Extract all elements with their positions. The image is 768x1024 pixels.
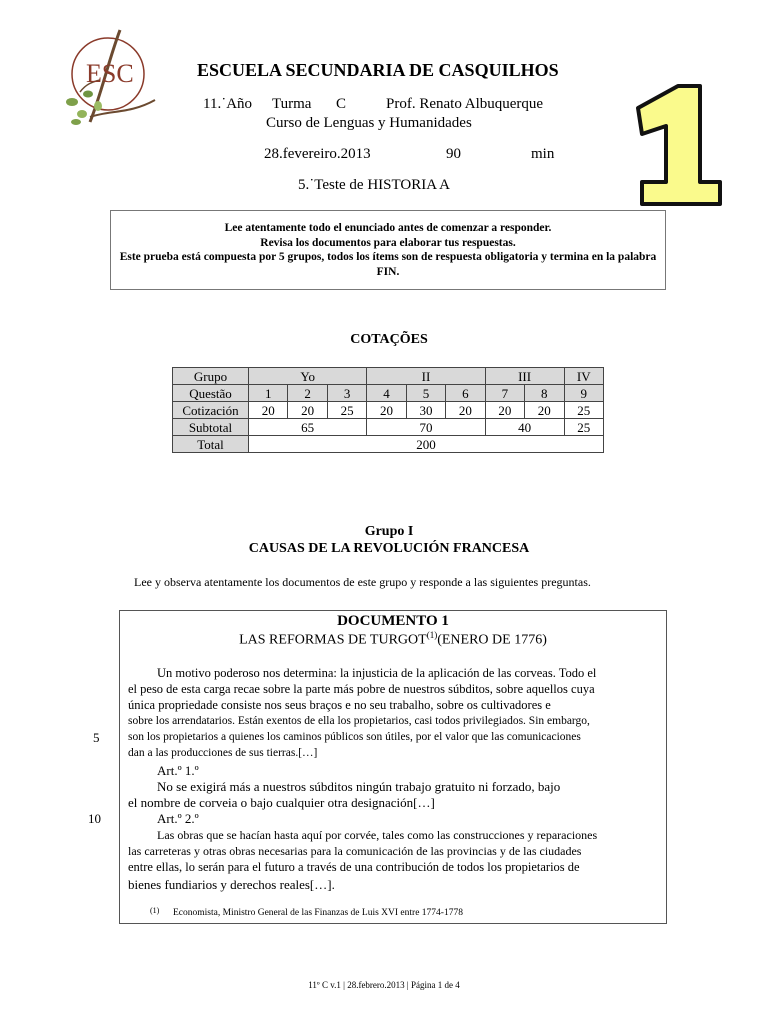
- school-name: ESCUELA SECUNDARIA DE CASQUILHOS: [197, 60, 559, 80]
- text-line: el nombre de corveia o bajo cualquier otra designación[…]: [128, 795, 435, 810]
- year-label: 11.˙Año: [203, 96, 253, 112]
- row-label: Questão: [173, 385, 249, 402]
- group-title: Grupo I: [364, 524, 414, 539]
- score-cell: 25: [564, 402, 604, 419]
- course-name: Curso de Lenguas y Humanidades: [266, 115, 472, 131]
- footnote-ref: (1): [426, 630, 438, 640]
- cotacoes-title: COTAÇÕES: [350, 332, 428, 347]
- question-cell: 9: [564, 385, 604, 402]
- group-subtitle: CAUSAS DE LA REVOLUCIÓN FRANCESA: [248, 541, 530, 556]
- text-line: dan a las producciones de sus tierras.[…]: [128, 747, 318, 759]
- document-title: DOCUMENTO 1: [337, 613, 449, 629]
- cotacoes-table: [172, 367, 604, 453]
- document-subtitle-main: LAS REFORMAS DE TURGOT: [239, 632, 427, 648]
- page-footer: 11º C v.1 | 28.febrero.2013 | Página 1 de 4: [308, 980, 460, 990]
- text-line: son los propietarios a quienes los caminos públicos son útiles, por el valor que las comunicaciones: [128, 731, 581, 743]
- document-box: [119, 610, 667, 924]
- text-line: las carreteras y otras obras necesarias para la comunicación de las provincias y de las ciudades: [128, 844, 582, 858]
- instruction-line-2: Revisa los documentos para elaborar tus respuestas.: [260, 236, 516, 249]
- line-number: 10: [88, 811, 101, 826]
- score-cell: 20: [249, 402, 288, 419]
- table-row: [173, 385, 604, 402]
- test-title: 5.˙Teste de HISTORIA A: [298, 177, 450, 193]
- footnote-mark: (1): [150, 906, 160, 915]
- duration-unit: min: [531, 146, 555, 162]
- score-cell: 20: [485, 402, 524, 419]
- row-label: Grupo: [173, 368, 249, 385]
- text-line: No se exigirá más a nuestros súbditos ningún trabajo gratuito ni forzado, bajo: [157, 779, 561, 794]
- document-subtitle: [120, 630, 666, 649]
- group-cell: IV: [564, 368, 604, 385]
- text-line: bienes fundiarios y derechos reales[…].: [128, 877, 335, 892]
- score-cell: 20: [288, 402, 327, 419]
- table-row: [173, 419, 604, 436]
- group-cell: II: [367, 368, 485, 385]
- table-row: [173, 436, 604, 453]
- question-cell: 2: [288, 385, 327, 402]
- group-cell: Yo: [249, 368, 367, 385]
- subtotal-cell: 70: [367, 419, 485, 436]
- score-cell: 20: [525, 402, 564, 419]
- subtotal-cell: 25: [564, 419, 604, 436]
- version-number-badge: [620, 78, 730, 208]
- group-cell: III: [485, 368, 564, 385]
- test-duration: 90: [446, 146, 461, 162]
- text-line: Un motivo poderoso nos determina: la injusticia de la aplicación de las corveas. Todo el: [157, 666, 597, 680]
- instruction-line-3: Este prueba está compuesta por 5 grupos, todos los ítems son de respuesta obligatoria y termina en la palabra: [119, 251, 657, 263]
- text-line: entre ellas, lo serán para el futuro a través de una contribución de todos los propietarios de: [128, 860, 580, 874]
- subtotal-cell: 40: [485, 419, 564, 436]
- line-number: 5: [93, 730, 100, 745]
- question-cell: 8: [525, 385, 564, 402]
- document-subtitle-date: (ENERO DE 1776): [437, 632, 547, 648]
- test-date: 28.fevereiro.2013: [264, 146, 371, 162]
- question-cell: 5: [406, 385, 445, 402]
- row-label: Subtotal: [173, 419, 249, 436]
- total-cell: 200: [249, 436, 604, 453]
- question-cell: 6: [446, 385, 485, 402]
- score-cell: 30: [406, 402, 445, 419]
- instructions-box: [110, 210, 666, 290]
- professor-name: Prof. Renato Albuquerque: [386, 96, 544, 112]
- row-label: Cotización: [173, 402, 249, 419]
- logo-text: ESC: [86, 59, 134, 88]
- article-label: Art.º 2.º: [157, 811, 199, 826]
- score-cell: 25: [327, 402, 366, 419]
- table-row: [173, 402, 604, 419]
- turma-value: C: [336, 96, 347, 112]
- question-cell: 7: [485, 385, 524, 402]
- footnote-text: Economista, Ministro General de las Finanzas de Luis XVI entre 1774-1778: [173, 908, 463, 918]
- school-logo: [60, 22, 160, 127]
- text-line: única propriedade consiste nos seus braços e no seu trabalho, sobre os cultivadores e: [128, 698, 551, 712]
- instruction-line-4: FIN.: [376, 265, 400, 278]
- table-row: [173, 368, 604, 385]
- instruction-line-1: Lee atentamente todo el enunciado antes de comenzar a responder.: [224, 222, 552, 234]
- row-label: Total: [173, 436, 249, 453]
- text-line: el peso de esta carga recae sobre la parte más pobre de nuestros súbditos, sobre aquellos cuya: [128, 682, 595, 696]
- question-cell: 1: [249, 385, 288, 402]
- text-line: Las obras que se hacían hasta aquí por corvée, tales como las construcciones y reparaciones: [157, 828, 598, 842]
- article-label: Art.º 1.º: [157, 763, 199, 778]
- text-line: sobre los arrendatarios. Están exentos de ella los propietarios, casi todos privilegiados. Sin embargo,: [128, 715, 590, 727]
- turma-label: Turma: [272, 96, 312, 112]
- subtotal-cell: 65: [249, 419, 367, 436]
- group-instruction: Lee y observa atentamente los documentos de este grupo y responde a las siguientes preguntas.: [134, 575, 591, 589]
- score-cell: 20: [367, 402, 406, 419]
- question-cell: 4: [367, 385, 406, 402]
- score-cell: 20: [446, 402, 485, 419]
- question-cell: 3: [327, 385, 366, 402]
